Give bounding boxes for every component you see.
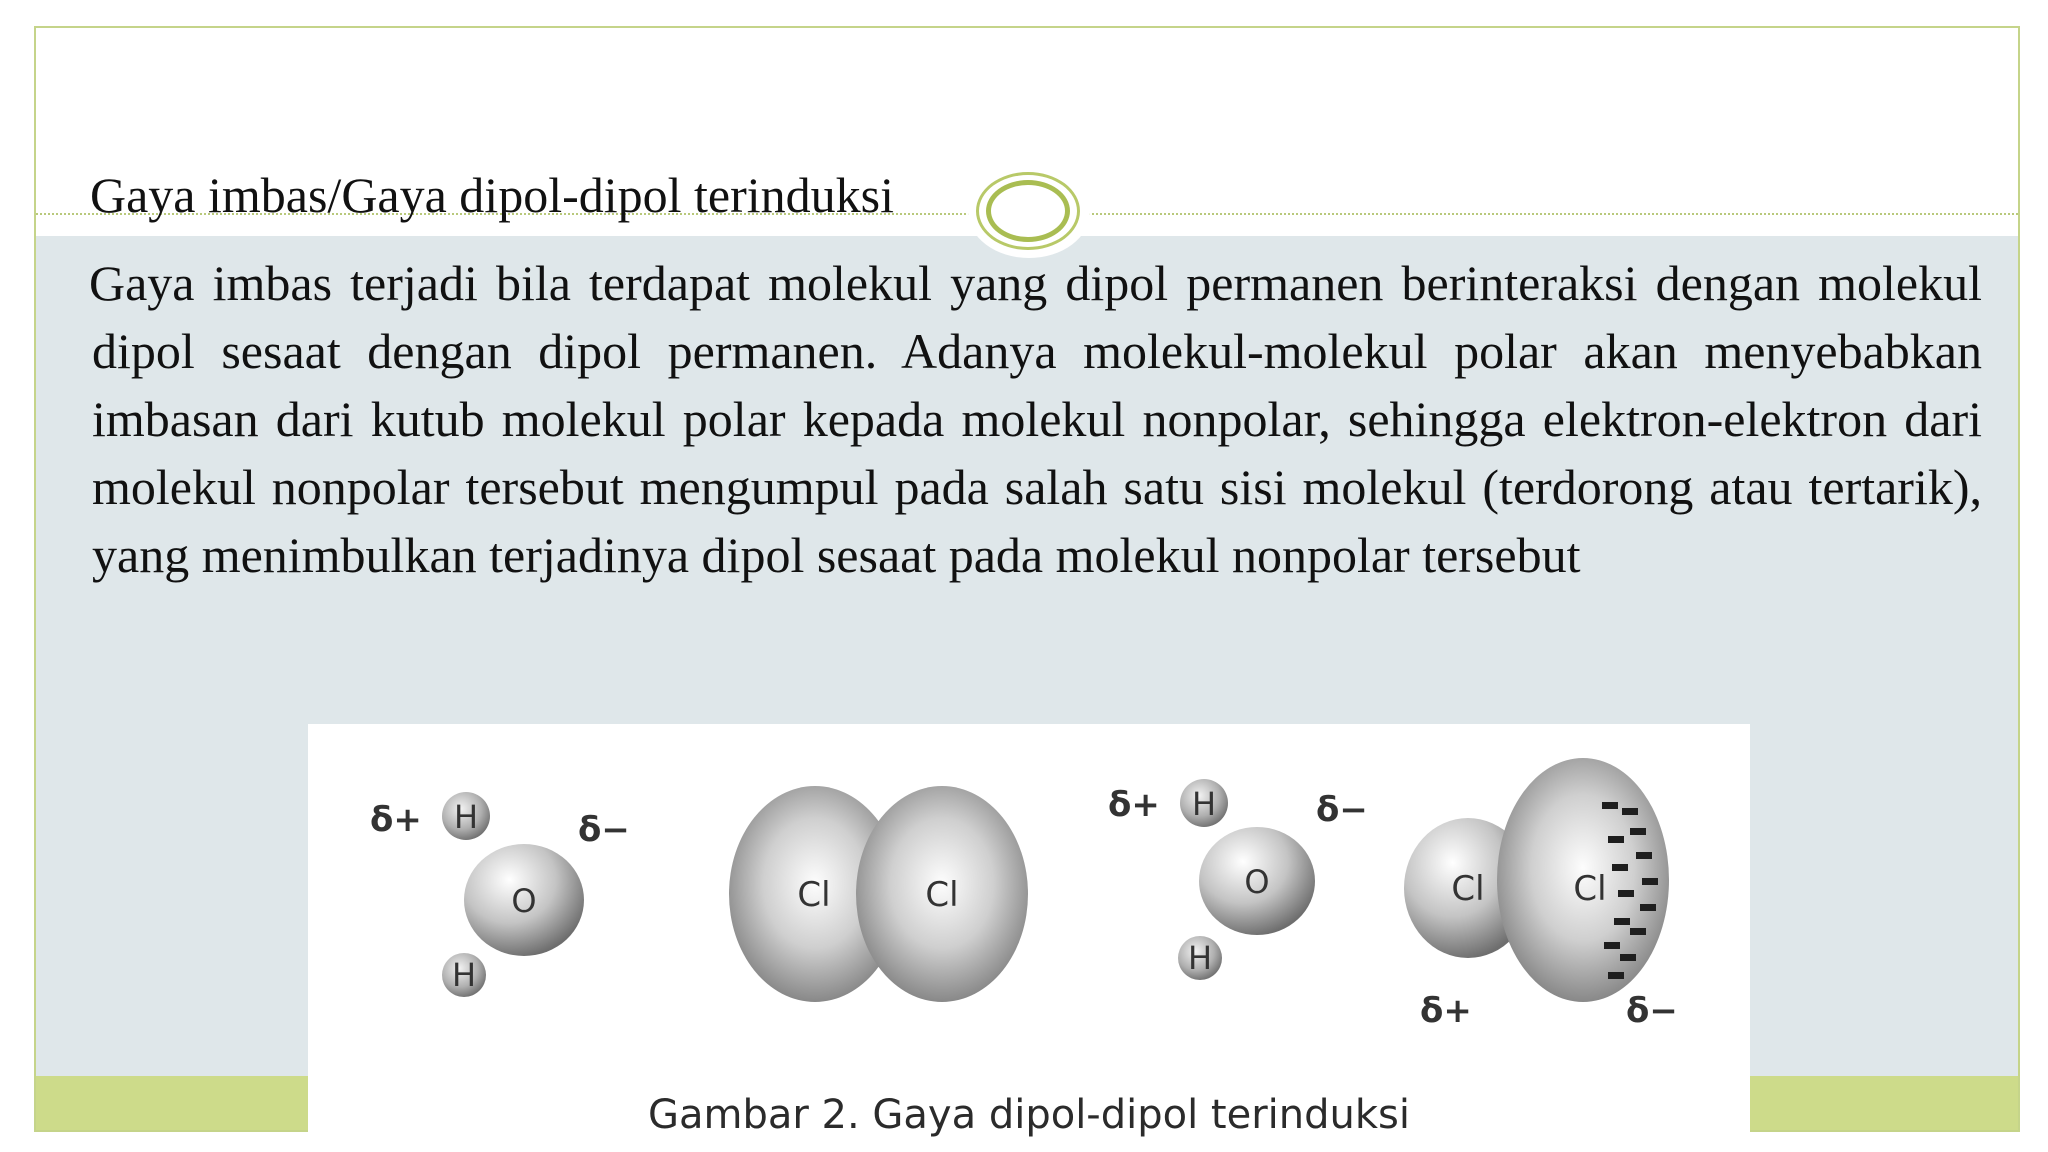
chlorine-label: Cl xyxy=(925,875,959,915)
molecule-illustration xyxy=(308,724,1750,1084)
hydrogen-label: H xyxy=(1187,939,1213,977)
chlorine-label: Cl xyxy=(1573,869,1607,909)
delta-minus-label: δ− xyxy=(1626,991,1678,1031)
delta-minus-label: δ− xyxy=(1316,790,1368,830)
chlorine-molecule-1 xyxy=(729,786,1028,1002)
chlorine-molecule-2 xyxy=(1404,758,1678,1031)
molecule-figure xyxy=(308,724,1750,1152)
chlorine-label: Cl xyxy=(1451,869,1485,909)
delta-minus-label: δ− xyxy=(578,810,630,850)
hydrogen-label: H xyxy=(453,798,479,836)
delta-plus-label: δ+ xyxy=(1108,785,1160,825)
water-molecule-1 xyxy=(370,792,630,997)
slide-body-text: Gaya imbas terjadi bila terdapat molekul yang dipol permanen berinteraksi dengan molekul dipol sesaat dengan dipol permanen. Adanya molekul-molekul polar akan menyebabkan imbasan dari kutub molekul polar kepada molekul nonpolar, sehingga elektron-elektron dari molekul nonpolar tersebut mengumpul pada salah satu sisi molekul (terdorong atau tertarik), yang menimbulkan terjadinya dipol sesaat pada molekul nonpolar tersebut xyxy=(89,255,1982,583)
water-molecule-2 xyxy=(1108,779,1368,980)
chlorine-label: Cl xyxy=(797,875,831,915)
oxygen-label: O xyxy=(1244,863,1270,901)
slide-title: Gaya imbas/Gaya dipol-dipol terinduksi xyxy=(90,167,895,223)
delta-plus-label: δ+ xyxy=(370,800,422,840)
figure-caption: Gambar 2. Gaya dipol-dipol terinduksi xyxy=(648,1092,1410,1138)
hydrogen-label: H xyxy=(451,956,477,994)
delta-plus-label: δ+ xyxy=(1420,991,1472,1031)
hydrogen-label: H xyxy=(1191,785,1217,823)
oxygen-label: O xyxy=(511,882,537,920)
